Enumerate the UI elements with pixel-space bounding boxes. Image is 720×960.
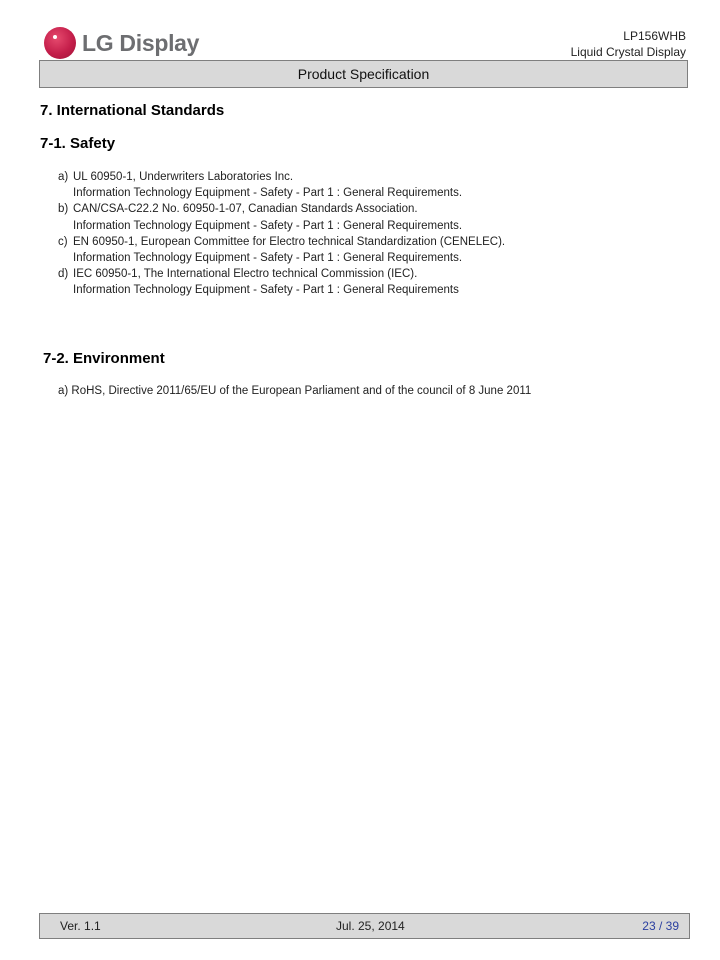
lg-display-logo <box>44 27 199 59</box>
item-description: Information Technology Equipment - Safety - Part 1 : General Requirements. <box>73 187 463 200</box>
item-standard: UL 60950-1, Underwriters Laboratories Inc. <box>73 171 294 183</box>
spec-title: Product Specification <box>297 66 430 82</box>
footer-page-number: 23 / 39 <box>642 919 679 933</box>
item-standard: IEC 60950-1, The International Electro technical Commission (IEC). <box>73 268 418 281</box>
lg-logo-icon <box>44 27 76 59</box>
logo-text: LG Display <box>82 29 200 56</box>
safety-item <box>58 169 505 201</box>
model-number: LP156WHB <box>623 29 686 43</box>
item-letter: c) <box>58 235 68 248</box>
safety-item <box>58 266 505 298</box>
page-footer <box>39 913 690 939</box>
model-info <box>571 28 686 60</box>
safety-item <box>58 234 505 266</box>
item-letter: b) <box>58 203 69 216</box>
item-description: Information Technology Equipment - Safety - Part 1 : General Requirements <box>73 284 459 297</box>
item-description: Information Technology Equipment - Safety - Part 1 : General Requirements. <box>73 219 463 232</box>
footer-date: Jul. 25, 2014 <box>336 919 405 933</box>
product-type: Liquid Crystal Display <box>570 45 686 59</box>
safety-list <box>58 169 505 299</box>
safety-item <box>58 201 505 233</box>
spec-title-bar <box>39 60 688 88</box>
item-letter: a) <box>58 171 69 183</box>
item-standard: EN 60950-1, European Committee for Electro technical Standardization (CENELEC). <box>73 235 506 248</box>
safety-heading: 7-1. Safety <box>40 135 116 152</box>
item-description: Information Technology Equipment - Safety - Part 1 : General Requirements. <box>73 252 463 265</box>
environment-item: a) RoHS, Directive 2011/65/EU of the European Parliament and of the council of 8 June 2011 <box>58 385 532 397</box>
environment-heading: 7-2. Environment <box>43 350 165 367</box>
item-standard: CAN/CSA-C22.2 No. 60950-1-07, Canadian Standards Association. <box>73 203 418 216</box>
section-title: 7. International Standards <box>40 102 225 119</box>
footer-version: Ver. 1.1 <box>60 919 101 933</box>
item-letter: d) <box>58 268 69 281</box>
